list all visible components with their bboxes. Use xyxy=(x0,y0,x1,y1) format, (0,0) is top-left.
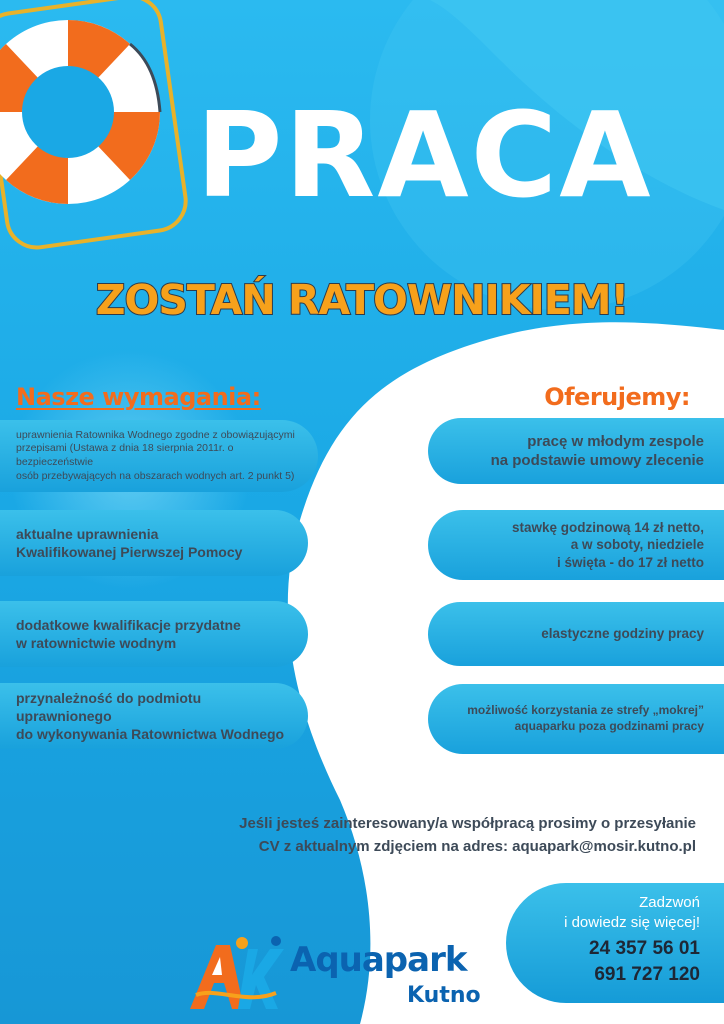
phone-number-1[interactable]: 24 357 56 01 xyxy=(589,938,700,959)
offer-item-2 xyxy=(428,510,724,580)
contact-line-2: CV z aktualnym zdjęciem na adres: aquapark@mosir.kutno.pl xyxy=(258,837,696,855)
requirement-text: dodatkowe kwalifikacje przydatne w ratownictwie wodnym xyxy=(16,616,241,651)
logo-city: Kutno xyxy=(407,983,481,1008)
requirement-item-1 xyxy=(0,420,318,492)
requirement-item-4 xyxy=(0,683,308,749)
offer-text: pracę w młodym zespole na podstawie umowy zlecenie xyxy=(490,432,704,469)
lifebuoy-icon xyxy=(0,0,195,250)
requirements-heading: Nasze wymagania: xyxy=(16,383,261,411)
callout-line-1: Zadzwoń xyxy=(639,894,700,911)
subtitle: ZOSTAŃ RATOWNIKIEM! xyxy=(95,276,629,324)
offer-item-4 xyxy=(428,684,724,754)
logo-name: Aquapark xyxy=(290,940,467,980)
contact-text xyxy=(239,813,696,858)
requirement-text: aktualne uprawnienia Kwalifikowanej Pierwszej Pomocy xyxy=(16,525,243,560)
requirement-item-3 xyxy=(0,601,308,667)
offer-text: możliwość korzystania ze strefy „mokrej” aquaparku poza godzinami pracy xyxy=(467,703,704,733)
offers-heading: Oferujemy: xyxy=(544,383,690,411)
requirement-item-2 xyxy=(0,510,308,576)
aquapark-logo-icon xyxy=(186,935,291,1015)
offer-text: stawkę godzinową 14 zł netto, a w soboty, niedziele i święta - do 17 zł netto xyxy=(511,519,704,570)
requirement-text: uprawnienia Ratownika Wodnego zgodne z obowiązującymi przepisami (Ustawa z dnia 18 sierpnia 2011r. o bezpieczeństwie osób przebywających na obszarach wodnych art. 2 punkt 5) xyxy=(16,428,295,482)
contact-line-1: Jeśli jesteś zainteresowany/a współpracą prosimy o przesyłanie xyxy=(239,815,696,832)
phone-number-2[interactable]: 691 727 120 xyxy=(594,964,700,985)
requirement-text: przynależność do podmiotu uprawnionego do wykonywania Ratownictwa Wodnego xyxy=(16,689,285,743)
callout-line-2: i dowiedz się więcej! xyxy=(564,914,700,931)
page-title: PRACA xyxy=(196,86,653,224)
offer-item-1 xyxy=(428,418,724,484)
offer-text: elastyczne godziny pracy xyxy=(541,626,704,642)
offer-item-3 xyxy=(428,602,724,666)
